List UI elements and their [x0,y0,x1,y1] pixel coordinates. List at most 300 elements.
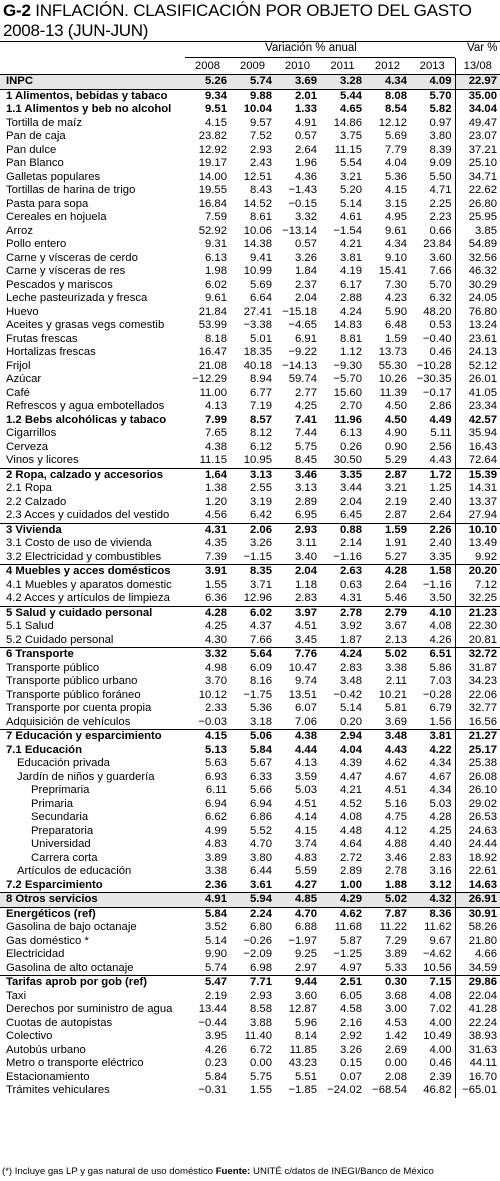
cell-value: 3.91 [185,565,230,579]
cell-value: 3.28 [320,75,365,90]
cell-value: −0.31 [198,1084,227,1097]
cell-value: 6.48 [385,319,407,332]
cell-value: 1.55 [205,578,227,591]
cell-var-13-08: 31.87 [455,662,500,676]
cell-value: 4.43 [429,454,452,467]
cell-value: 3.81 [410,730,455,744]
cell-var-13-08: 24.63 [455,825,500,839]
cell-value: 8.58 [250,1003,272,1016]
year-header: 2011 [320,58,365,75]
cell-value: 4.67 [385,770,407,783]
row-label: 5.1 Salud [6,620,54,633]
source-text: UNITÉ c/datos de INEGI/Banco de México [253,1166,434,1177]
row-label: Cerveza [6,440,49,453]
cell-value: 53.99 [198,319,227,332]
cell-value: 0.07 [340,1070,362,1083]
cell-value: 2.93 [275,523,320,537]
cell-value: 9.25 [295,948,317,961]
cell-value: 2.16 [340,1016,362,1029]
table-row [0,551,500,565]
cell-value: 4.24 [320,648,365,662]
row-label: Universidad [31,838,91,851]
cell-value: 2.23 [429,211,452,224]
cell-value: 5.46 [385,592,407,605]
cell-value: 2.78 [320,606,365,620]
cell-value: 52.92 [198,224,227,237]
cell-value: 2.11 [385,675,407,688]
row-label: Metro o transporte eléctrico [6,1057,144,1070]
cell-value: 4.34 [385,238,407,251]
row-label: Jardín de niños y guardería [17,770,155,783]
cell-value: 10.99 [243,265,272,278]
cell-value: 11.40 [244,1030,272,1043]
cell-value: 4.13 [295,757,317,770]
cell-value: −0.42 [333,688,362,701]
cell-value: 3.70 [205,675,227,688]
cell-value: −10.28 [416,359,452,372]
cell-var-13-08: 24.13 [455,346,500,360]
cell-value: 4.99 [205,824,227,837]
cell-var-13-08: 24.05 [455,292,500,306]
cell-value: 6.88 [295,921,317,934]
cell-value: 7.39 [205,550,227,563]
cell-var-13-08: 22.24 [455,1017,500,1031]
cell-value: 5.13 [205,743,227,756]
row-label: Gasolina de alto octanaje [6,961,134,974]
cell-var-13-08: 21.23 [455,606,500,620]
cell-value: 23.84 [423,238,452,251]
cell-value: 13.51 [288,688,317,701]
row-label: 3.1 Costo de uso de vivienda [6,537,152,550]
cell-value: 3.68 [385,989,407,1002]
row-label: Galletas populares [6,170,101,183]
cell-value: −15.18 [282,305,317,318]
cell-value: 14.52 [243,197,272,210]
cell-var-13-08: 34.04 [455,103,500,117]
cell-value: 11.00 [199,386,227,399]
cell-value: 2.79 [365,606,410,620]
cell-value: 4.58 [340,1003,362,1016]
cell-value: 6.13 [205,251,227,264]
cell-value: 4.13 [205,400,227,413]
cell-value: 4.64 [340,838,362,851]
cell-value: 4.38 [205,440,227,453]
cell-value: 4.91 [295,116,317,129]
table-row [0,634,500,648]
cell-value: 4.14 [295,811,317,824]
cell-value: 1.42 [385,1030,407,1043]
cell-value: 7.15 [410,976,455,990]
cell-value: 1.33 [295,103,317,116]
cell-value: 5.84 [250,743,272,756]
table-row [0,798,500,812]
cell-value: 4.70 [250,838,272,851]
cell-value: −1.16 [422,578,452,591]
cell-value: 2.33 [205,702,227,715]
cell-value: 5.81 [385,702,407,715]
cell-value: 10.06 [243,224,272,237]
cell-value: 6.45 [340,509,362,522]
cell-var-13-08: 13.24 [455,319,500,333]
cell-value: 13.73 [378,346,407,359]
cell-value: 4.71 [429,184,452,197]
cell-value: 5.67 [250,757,272,770]
cell-value: 1.38 [205,482,227,495]
cell-value: 7.44 [295,427,317,440]
cell-value: 9.09 [429,157,452,170]
cell-value: 3.74 [295,838,317,851]
cell-value: 4.36 [295,170,317,183]
cell-value: 7.41 [295,413,317,426]
cell-value: 10.12 [198,688,227,701]
cell-value: 5.14 [340,702,362,715]
row-label: 4 Muebles y acces domésticos [0,565,185,579]
cell-value: 3.48 [365,730,410,744]
row-label: Electricidad [6,948,65,961]
cell-value: 4.26 [429,633,452,646]
row-label: 7 Educación y esparcimiento [0,730,185,744]
cell-value: 4.39 [340,757,362,770]
table-row [0,252,500,266]
cell-var-13-08: 52.12 [455,360,500,374]
row-label: Pescados y mariscos [6,278,113,291]
cell-var-13-08: 46.32 [455,265,500,279]
cell-value: 4.24 [340,305,362,318]
table-row [0,893,500,908]
cell-var-13-08: 32.77 [455,702,500,716]
cell-value: 9.44 [275,976,320,990]
cell-var-13-08: 35.00 [455,89,500,103]
table-row [0,387,500,401]
table-row [0,675,500,689]
row-label: Adquisición de vehículos [6,715,131,728]
cell-value: 4.21 [340,784,362,797]
cell-var-13-08: 7.12 [455,579,500,593]
cell-value: 2.43 [250,157,272,170]
cell-value: 6.91 [295,332,317,345]
row-label: Carne y vísceras de cerdo [6,251,138,264]
cell-value: 0.57 [295,238,317,251]
cell-value: 8.45 [295,454,317,467]
table-row [0,346,500,360]
cell-var-13-08: 9.92 [455,551,500,565]
cell-var-13-08: 34.59 [455,962,500,976]
cell-value: 0.46 [429,1057,452,1070]
cell-value: 19.17 [198,157,227,170]
cell-value: 5.75 [295,440,317,453]
cell-value: 6.32 [429,292,452,305]
cell-value: 3.32 [295,211,317,224]
table-row [0,1017,500,1031]
cell-value: 3.12 [429,878,452,891]
cell-value: 6.95 [295,509,317,522]
cell-value: 6.79 [429,702,452,715]
table-row [0,744,500,758]
row-label: 4.1 Muebles y aparatos domestic [6,578,172,591]
cell-value: 4.34 [429,784,452,797]
cell-value: 5.96 [295,1016,317,1029]
cell-value: 4.31 [185,523,230,537]
cell-value: 4.91 [185,893,230,908]
cell-value: 12.92 [198,143,227,156]
cell-var-13-08: 16.43 [455,441,500,455]
cell-var-13-08: 24.44 [455,838,500,852]
cell-var-13-08: 16.56 [455,716,500,730]
table-row [0,976,500,990]
cell-value: 4.50 [385,413,407,426]
cell-value: 0.26 [340,440,362,453]
cell-value: 2.64 [429,509,452,522]
cell-value: 3.97 [275,606,320,620]
cell-value: 9.41 [250,251,272,264]
cell-var-13-08: 22.06 [455,689,500,703]
row-label: Derechos por suministro de agua [6,1003,173,1016]
table-row [0,482,500,496]
cell-value: 48.20 [423,305,452,318]
cell-value: 3.67 [385,620,407,633]
cell-value: 6.02 [205,278,227,291]
cell-value: 10.47 [288,661,317,674]
table-row [0,579,500,593]
cell-value: −0.44 [198,1016,227,1029]
table-row [0,130,500,144]
row-label: 8 Otros servicios [0,893,185,908]
cell-value: 5.36 [385,170,407,183]
cell-value: 4.83 [295,851,317,864]
cell-value: 1.96 [295,157,317,170]
cell-value: 14.00 [198,170,227,183]
table-row [0,306,500,320]
cell-value: 1.18 [295,578,317,591]
cell-var-13-08: 37.21 [455,144,500,158]
row-label: Transporte público [6,661,100,674]
cell-var-13-08: 18.92 [455,852,500,866]
cell-value: 1.55 [250,1084,272,1097]
cell-value: 3.13 [295,482,317,495]
cell-value: 7.76 [275,648,320,662]
source-label: Fuente: [215,1166,251,1177]
cell-var-13-08: 30.29 [455,279,500,293]
cell-value: 8.54 [385,103,407,116]
cell-value: 7.71 [230,976,275,990]
row-label: Tortillas de harina de trigo [6,184,136,197]
cell-value: 23.82 [198,130,227,143]
year-header: 2013 [410,58,455,75]
cell-value: 4.95 [385,211,407,224]
cell-value: 3.35 [429,550,452,563]
row-label: Hortalizas frescas [6,346,96,359]
table-row [0,962,500,976]
footnote: (*) Incluye gas LP y gas natural de uso doméstico [2,1166,214,1177]
cell-value: 8.08 [365,89,410,103]
cell-value: 4.43 [385,743,407,756]
cell-value: 0.23 [205,1057,227,1070]
cell-value: 2.83 [295,592,317,605]
cell-value: 3.45 [295,633,317,646]
cell-var-13-08: 25.10 [455,157,500,171]
cell-value: 6.02 [230,606,275,620]
cell-var-13-08: 13.49 [455,537,500,551]
cell-value: 1.91 [385,537,407,550]
table-row [0,771,500,785]
cell-value: 4.34 [429,757,452,770]
row-label: 1.2 Bebs alcohólicas y tabaco [6,413,167,426]
cell-value: 9.61 [205,292,227,305]
table-row [0,225,500,239]
cell-value: 4.98 [205,661,227,674]
table-row [0,1003,500,1017]
cell-value: 6.94 [250,797,272,810]
cell-value: −0.15 [288,197,317,210]
cell-var-13-08: 26.91 [455,893,500,908]
cell-value: 5.03 [429,797,452,810]
cell-value: 2.94 [320,730,365,744]
row-label: 7.2 Esparcimiento [6,878,103,891]
table-row [0,825,500,839]
cell-value: −0.40 [422,332,452,345]
cell-value: 5.20 [340,184,362,197]
table-row [0,1084,500,1098]
cell-value: 6.07 [295,702,317,715]
cell-value: 11.62 [424,921,452,934]
cell-value: −1.54 [333,224,362,237]
cell-value: 3.21 [340,170,362,183]
cell-value: 4.15 [295,824,317,837]
table-row [0,211,500,225]
row-label: 3 Vivienda [0,523,185,537]
cell-value: 3.18 [250,715,272,728]
cell-value: 4.65 [340,103,362,116]
cell-value: 7.99 [205,413,227,426]
table-row [0,1044,500,1058]
row-label: Carne y vísceras de res [6,265,126,278]
cell-value: 4.31 [340,592,362,605]
table-row [0,360,500,374]
cell-value: 3.26 [295,251,317,264]
cell-value: 2.25 [429,197,452,210]
cell-value: 2.26 [410,523,455,537]
cell-value: 2.39 [429,1070,452,1083]
cell-value: 5.33 [385,961,407,974]
cell-value: −0.28 [422,688,452,701]
table-row [0,75,500,90]
cell-value: 3.80 [250,851,272,864]
cell-value: −4.65 [288,319,317,332]
cell-value: 9.74 [295,675,317,688]
row-label: Refrescos y agua embotellados [6,400,165,413]
table-row [0,1071,500,1085]
cell-value: 5.64 [230,648,275,662]
table-row [0,1030,500,1044]
row-label: Pollo entero [6,238,67,251]
cell-value: 5.27 [385,550,407,563]
cell-value: 6.62 [205,811,227,824]
cell-value: 7.03 [429,675,452,688]
cell-value: 1.84 [295,265,317,278]
cell-var-13-08: 41.28 [455,1003,500,1017]
table-row [0,620,500,634]
cell-var-13-08: 23.34 [455,400,500,414]
cell-value: 4.52 [340,797,362,810]
cell-value: 5.94 [230,893,275,908]
cell-var-13-08: 3.85 [455,225,500,239]
row-label: Café [6,386,30,399]
row-label: Frijol [6,359,31,372]
table-row [0,592,500,606]
cell-value: 3.46 [385,851,407,864]
cell-value: 4.51 [385,784,407,797]
cell-value: 6.86 [250,811,272,824]
year-header: 2012 [365,58,410,75]
cell-value: 6.80 [250,921,272,934]
cell-value: 2.64 [295,143,317,156]
cell-value: −0.17 [422,386,452,399]
cell-value: 4.70 [275,907,320,921]
cell-value: 1.00 [340,878,362,891]
figure-subtitle: 2008-13 (JUN-JUN) [3,21,149,40]
cell-value: 2.14 [340,537,362,550]
table-row [0,948,500,962]
table-row [0,565,500,579]
row-label: 4.2 Acces y artículos de limpieza [6,592,170,605]
table-row [0,757,500,771]
row-label: 2.1 Ropa [6,482,52,495]
cell-value: 2.87 [385,509,407,522]
cell-value: 6.72 [250,1043,272,1056]
table-row [0,373,500,387]
var-pct-header: Var % [467,42,498,54]
cell-value: 3.80 [429,130,452,143]
cell-value: 14.83 [333,319,362,332]
cell-value: 1.59 [365,523,410,537]
variation-header: Variación % anual [265,42,357,54]
cell-value: 4.37 [250,620,272,633]
table-row [0,689,500,703]
cell-value: 3.21 [385,482,407,495]
cell-value: 9.51 [205,103,227,116]
cell-value: −5.70 [333,373,362,386]
cell-value: 4.15 [185,730,230,744]
row-label: 1 Alimentos, bebidas y tabaco [0,89,185,103]
cell-value: 15.60 [333,386,362,399]
cell-value: 3.44 [340,482,362,495]
cell-value: 7.66 [250,633,272,646]
cell-value: 46.82 [423,1084,452,1097]
cell-value: 5.84 [185,907,230,921]
cell-var-13-08: 54.89 [455,238,500,252]
table-row [0,319,500,333]
cell-value: 3.48 [340,675,362,688]
cell-value: 2.83 [340,661,362,674]
cell-value: 4.28 [365,565,410,579]
cell-value: 3.46 [275,468,320,482]
cell-value: 12.12 [378,116,407,129]
cell-value: 2.04 [295,292,317,305]
cell-var-13-08: 29.86 [455,976,500,990]
year-header-row [0,58,500,75]
cell-value: 4.90 [385,427,407,440]
cell-value: 3.15 [385,197,407,210]
table-row [0,468,500,482]
cell-value: 5.29 [385,454,407,467]
cell-value: 3.38 [385,661,407,674]
cell-value: 1.72 [410,468,455,482]
cell-var-13-08: 15.39 [455,468,500,482]
cell-value: 0.30 [365,976,410,990]
row-label: Cuotas de autopistas [6,1016,113,1029]
cell-value: 6.93 [205,770,227,783]
table-row [0,238,500,252]
